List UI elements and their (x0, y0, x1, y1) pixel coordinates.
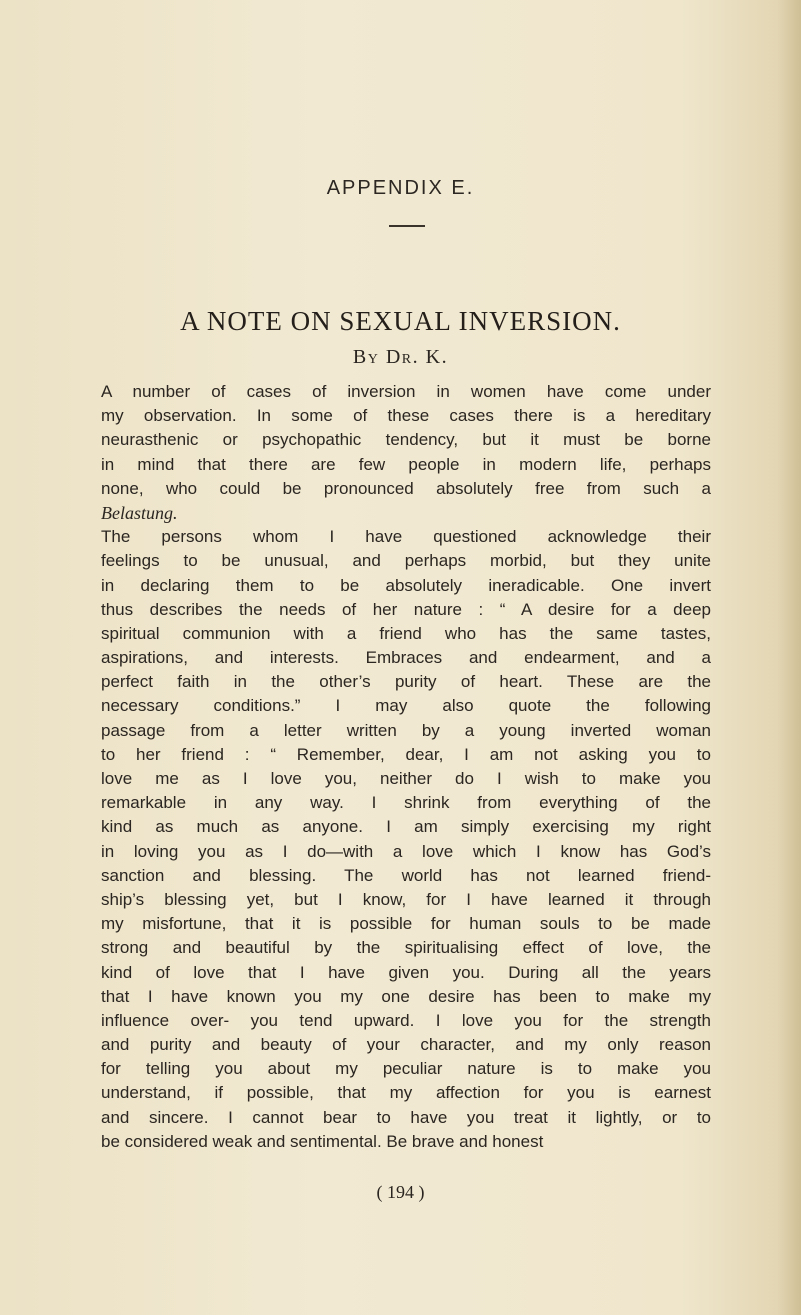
body-line: understand, if possible, that my affection for you is earnest (101, 1083, 711, 1103)
body-line: to her friend : “ Remember, dear, I am not asking you to (101, 744, 711, 764)
body-line: A number of cases of inversion in women have come under (101, 382, 711, 401)
article-title: A NOTE ON SEXUAL INVERSION. (180, 306, 621, 336)
article-body (101, 380, 711, 1154)
body-line: in mind that there are few people in modern life, perhaps (101, 454, 711, 474)
body-line: my observation. In some of these cases there is a hereditary (101, 406, 711, 426)
article-byline: By Dr. K. (352, 346, 449, 368)
body-line: kind of love that I have given you. During all the years (101, 962, 711, 982)
body-line: love me as I love you, neither do I wish to make you (101, 769, 711, 788)
body-line: spiritual communion with a friend who has the same tastes, (101, 623, 711, 643)
body-line: The persons whom I have questioned acknowledge their (101, 527, 711, 547)
body-line: feelings to be unusual, and perhaps morbid, but they unite (101, 551, 711, 571)
body-line: in declaring them to be absolutely ineradicable. One invert (101, 575, 711, 595)
body-line: kind as much as anyone. I am simply exercising my right (101, 817, 711, 837)
body-line: necessary conditions.” I may also quote the following (101, 696, 711, 716)
page-number: ( 194 ) (376, 1182, 425, 1202)
body-line: aspirations, and interests. Embraces and endearment, and a (101, 648, 711, 668)
body-line: in loving you as I do—with a love which I know has God’s (101, 841, 711, 861)
body-line: none, who could be pronounced absolutely free from such a (101, 478, 711, 498)
body-line: ship’s blessing yet, but I know, for I have learned it through (101, 889, 711, 909)
body-line: and purity and beauty of your character, and my only reason (101, 1035, 711, 1055)
body-line: for telling you about my peculiar nature is to make you (101, 1059, 711, 1079)
body-line: that I have known you my one desire has been to make my (101, 986, 711, 1006)
body-line: sanction and blessing. The world has not learned friend- (101, 865, 711, 885)
body-line: neurasthenic or psychopathic tendency, but it must be borne (101, 430, 711, 450)
body-line-italic: Belastung. (101, 502, 178, 523)
body-line: remarkable in any way. I shrink from everything of the (101, 793, 711, 813)
body-line: perfect faith in the other’s purity of heart. These are the (101, 672, 711, 692)
body-line: my misfortune, that it is possible for human souls to be made (101, 914, 711, 934)
body-line: passage from a letter written by a young inverted woman (101, 720, 711, 740)
body-line: thus describes the needs of her nature : “ A desire for a deep (101, 599, 711, 619)
body-line: be considered weak and sentimental. Be brave and honest (101, 1131, 544, 1151)
body-line: influence over- you tend upward. I love you for the strength (101, 1010, 711, 1030)
appendix-heading: APPENDIX E. (326, 177, 475, 199)
body-line: and sincere. I cannot bear to have you treat it lightly, or to (101, 1107, 711, 1127)
body-line: strong and beautiful by the spiritualising effect of love, the (101, 938, 711, 958)
heading-rule (389, 225, 425, 227)
